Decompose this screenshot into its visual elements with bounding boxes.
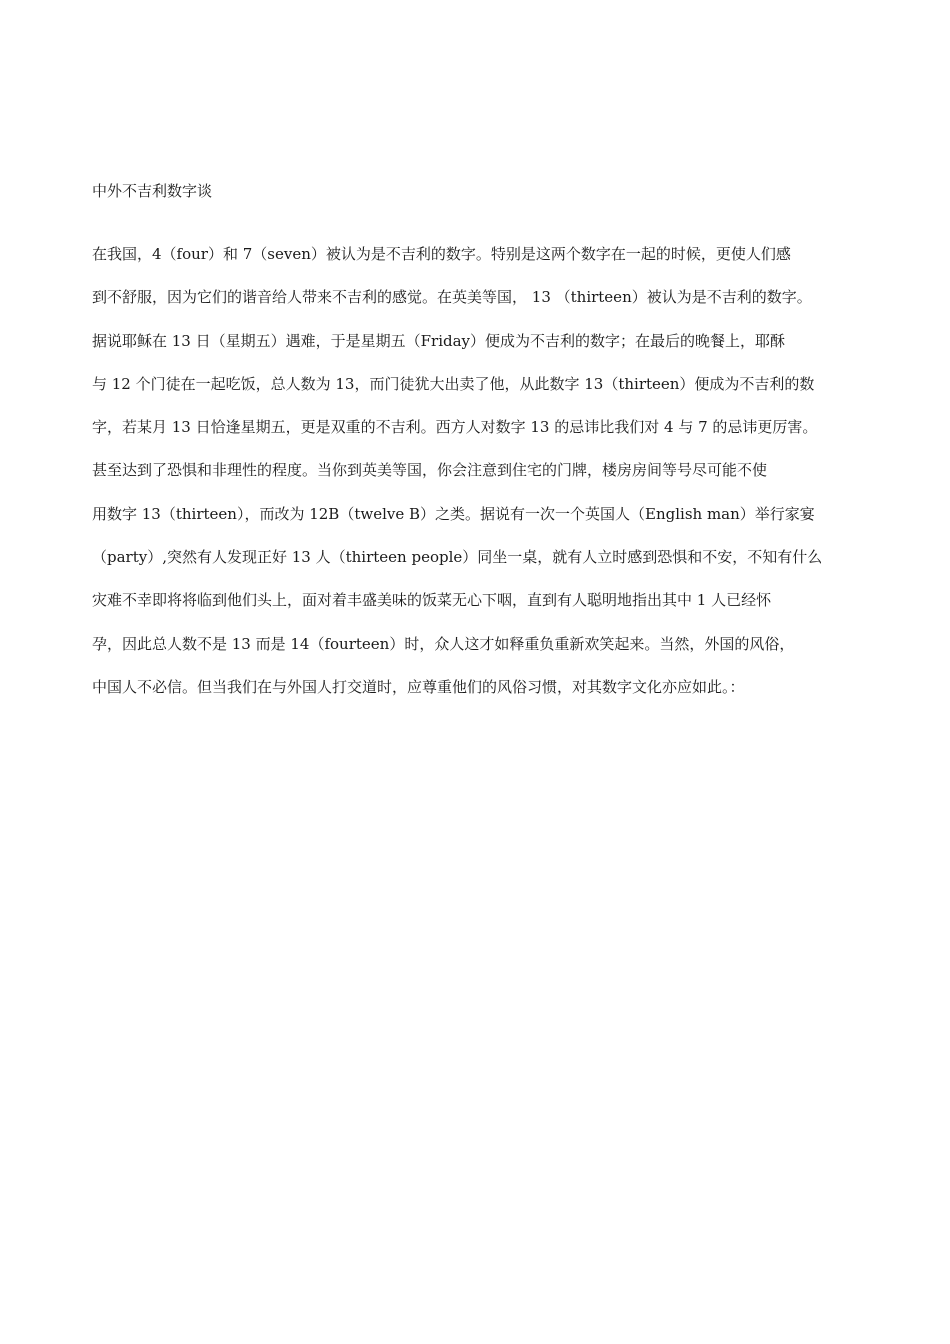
- body-line-2: 到不舒服，因为它们的谐音给人带来不吉利的感觉。在英美等国， 13 （thirteen）被认为是不吉利的数字。: [92, 288, 812, 307]
- document-title: 中外不吉利数字谈: [92, 182, 213, 200]
- body-line-4: 与 12 个门徒在一起吃饭，总人数为 13，而门徒犹大出卖了他，从此数字 13（thirteen）便成为不吉利的数: [92, 374, 815, 393]
- body-line-10: 孕，因此总人数不是 13 而是 14（fourteen）时，众人这才如释重负重新欢笑起来。当然，外国的风俗，: [92, 634, 795, 653]
- body-line-9: 灾难不幸即将将临到他们头上，面对着丰盛美味的饭菜无心下咽，直到有人聪明地指出其中 1 人已经怀: [92, 591, 772, 610]
- document-body: [92, 242, 882, 718]
- body-line-6: 甚至达到了恐惧和非理性的程度。当你到英美等国，你会注意到住宅的门牌，楼房房间等号尽可能不使: [92, 461, 768, 480]
- body-line-11: 中国人不必信。但当我们在与外国人打交道时，应尊重他们的风俗习惯，对其数字文化亦应如此。：: [92, 677, 745, 696]
- body-line-3: 据说耶稣在 13 日（星期五）遇难，于是星期五（Friday）便成为不吉利的数字；在最后的晚餐上，耶酥: [92, 331, 786, 350]
- body-line-5: 字，若某月 13 日恰逢星期五，更是双重的不吉利。西方人对数字 13 的忌讳比我们对 4 与 7 的忌讳更厉害。: [92, 418, 818, 437]
- body-line-1: 在我国，4（four）和 7（seven）被认为是不吉利的数字。特别是这两个数字在一起的时候，更使人们感: [92, 245, 791, 263]
- body-line-7: 用数字 13（thirteen），而改为 12B（twelve B）之类。据说有一次一个英国人（English man）举行家宴: [92, 504, 815, 523]
- body-line-8: （party）,突然有人发现正好 13 人（thirteen people）同坐一桌，就有人立时感到恐惧和不安，不知有什么: [92, 548, 823, 567]
